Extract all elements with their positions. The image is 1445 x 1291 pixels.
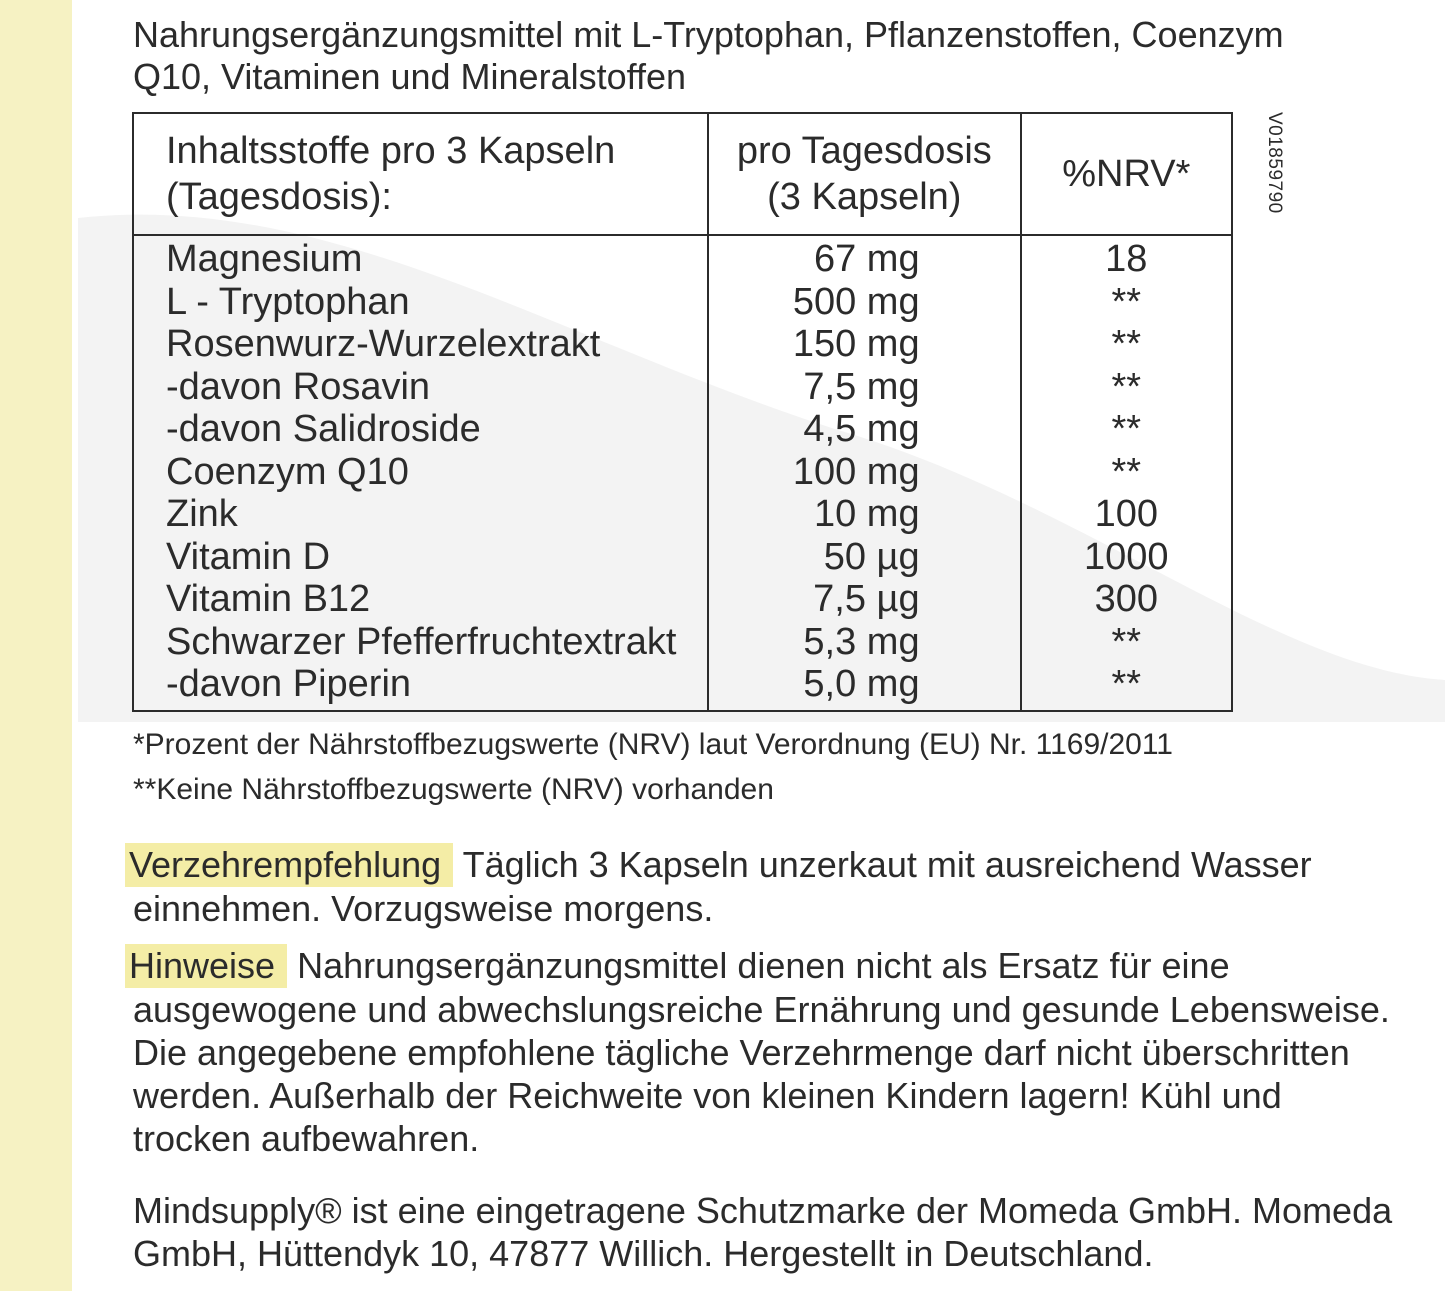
product-description: Nahrungsergänzungsmittel mit L-Tryptophan, Pflanzenstoffen, Coenzym Q10, Vitaminen und Mineralstoffen (133, 14, 1284, 97)
table-row (133, 235, 1232, 281)
header-daily-dose: pro Tagesdosis (3 Kapseln) (708, 113, 1021, 235)
notes-text: Nahrungsergänzungsmittel dienen nicht als Ersatz für eine ausgewogene und abwechslungsreiche Ernährung und gesunde Lebensweise. Die angegebene empfohlene tägliche Verzehrmenge darf nicht überschritten werden. Außerhalb der Reichweite von kleinen Kindern lagern! Kühl und trocken aufbewahren. (133, 945, 1390, 1159)
ingredient-nrv: ** (1021, 451, 1232, 494)
left-color-band (0, 0, 72, 1291)
recommendation-text: Täglich 3 Kapseln unzerkaut mit ausreichend Wasser einnehmen. Vorzugsweise morgens. (133, 844, 1312, 929)
ingredient-name: Rosenwurz-Wurzelextrakt (133, 323, 708, 366)
ingredient-name: -davon Salidroside (133, 408, 708, 451)
table-row (133, 366, 1232, 409)
ingredient-name: Zink (133, 493, 708, 536)
ingredient-nrv: 100 (1021, 493, 1232, 536)
table-row (133, 281, 1232, 324)
footnote-nrv: *Prozent der Nährstoffbezugswerte (NRV) laut Verordnung (EU) Nr. 1169/2011 (133, 728, 1173, 761)
ingredient-dose: 67 mg (708, 235, 1021, 281)
notes-label: Hinweise (125, 944, 287, 988)
ingredient-name: Schwarzer Pfefferfruchtextrakt (133, 621, 708, 664)
table-row (133, 493, 1232, 536)
table-row (133, 536, 1232, 579)
ingredient-dose: 5,0 mg (708, 663, 1021, 711)
ingredient-dose: 150 mg (708, 323, 1021, 366)
ingredient-name: Vitamin B12 (133, 578, 708, 621)
ingredient-dose: 10 mg (708, 493, 1021, 536)
ingredient-nrv: ** (1021, 366, 1232, 409)
article-code: V01859790 (1264, 112, 1285, 214)
ingredient-name: Magnesium (133, 235, 708, 281)
ingredient-name: -davon Piperin (133, 663, 708, 711)
notes-paragraph (129, 944, 1393, 1160)
table-row (133, 451, 1232, 494)
ingredient-nrv: ** (1021, 621, 1232, 664)
ingredient-nrv: ** (1021, 663, 1232, 711)
table-header-row (133, 113, 1232, 235)
ingredient-nrv: 18 (1021, 235, 1232, 281)
ingredient-dose: 7,5 mg (708, 366, 1021, 409)
table-row (133, 578, 1232, 621)
ingredient-dose: 4,5 mg (708, 408, 1021, 451)
header-nrv: %NRV* (1021, 113, 1232, 235)
ingredient-name: -davon Rosavin (133, 366, 708, 409)
ingredient-dose: 7,5 µg (708, 578, 1021, 621)
ingredient-nrv: 1000 (1021, 536, 1232, 579)
ingredient-dose: 100 mg (708, 451, 1021, 494)
table-row (133, 323, 1232, 366)
ingredient-nrv: ** (1021, 281, 1232, 324)
footnote-no-nrv: **Keine Nährstoffbezugswerte (NRV) vorhanden (133, 773, 774, 806)
ingredient-dose: 50 µg (708, 536, 1021, 579)
ingredient-nrv: 300 (1021, 578, 1232, 621)
recommendation-label: Verzehrempfehlung (125, 843, 453, 887)
ingredient-dose: 5,3 mg (708, 621, 1021, 664)
ingredient-name: Vitamin D (133, 536, 708, 579)
ingredient-name: Coenzym Q10 (133, 451, 708, 494)
nutrition-table (132, 112, 1233, 712)
header-ingredients: Inhaltsstoffe pro 3 Kapseln (Tagesdosis): (133, 113, 708, 235)
recommendation-paragraph (129, 843, 1393, 930)
ingredient-nrv: ** (1021, 323, 1232, 366)
table-row (133, 621, 1232, 664)
ingredient-dose: 500 mg (708, 281, 1021, 324)
ingredient-nrv: ** (1021, 408, 1232, 451)
trademark-text: Mindsupply® ist eine eingetragene Schutzmarke der Momeda GmbH. Momeda GmbH, Hüttendyk 10, 47877 Willich. Hergestellt in Deutschland. (133, 1190, 1393, 1274)
ingredient-name: L - Tryptophan (133, 281, 708, 324)
table-row (133, 663, 1232, 711)
table-row (133, 408, 1232, 451)
